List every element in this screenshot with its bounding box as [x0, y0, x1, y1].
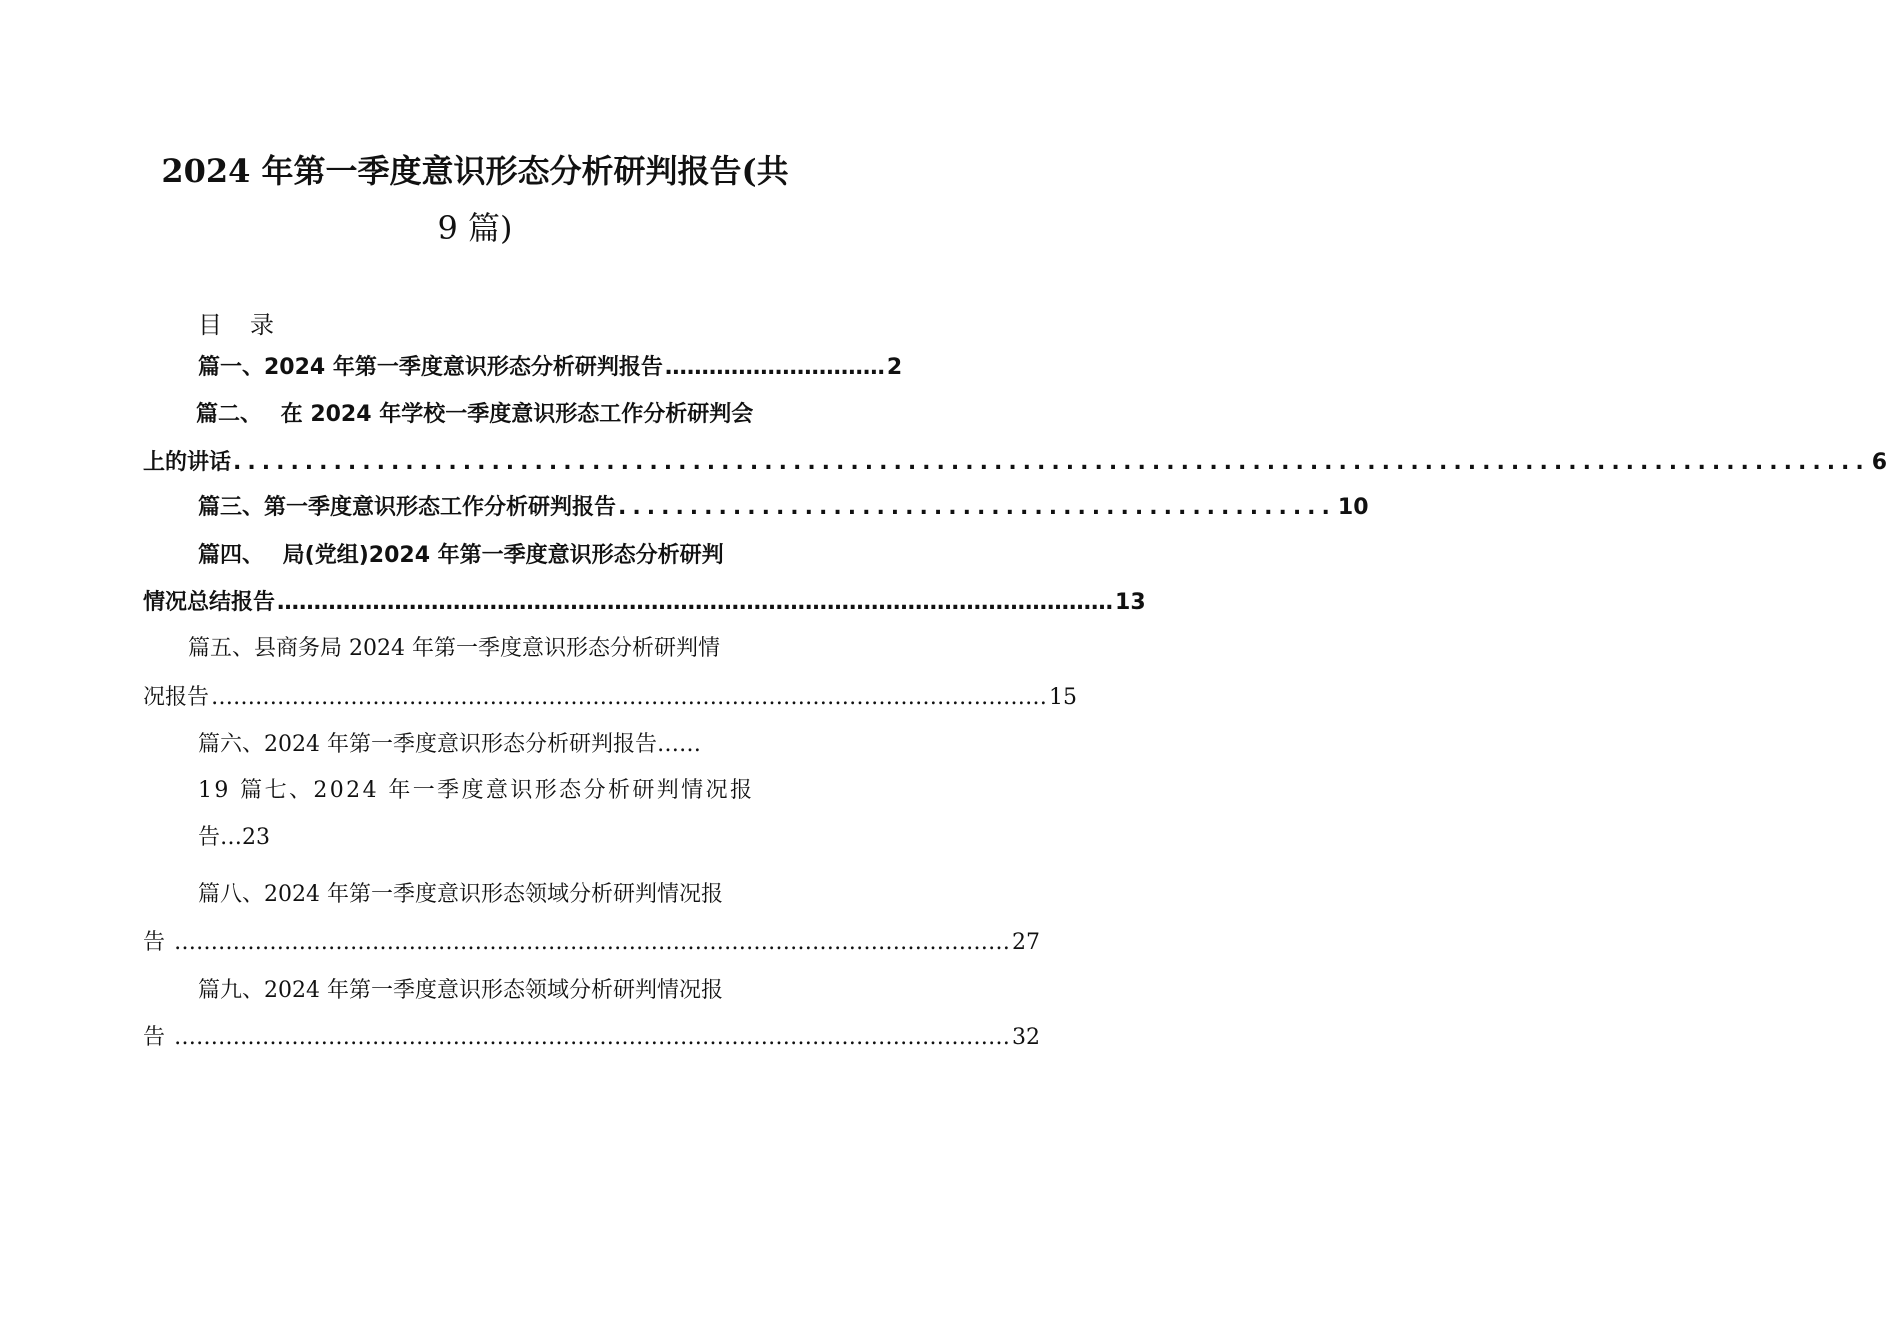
toc-entry-7-line-2[interactable]: 告…23: [198, 825, 270, 850]
toc-entry-9-line-1[interactable]: 篇九、2024 年第一季度意识形态领域分析研判情况报: [198, 978, 723, 1003]
toc-entry-6[interactable]: 篇六、2024 年第一季度意识形态分析研判报告……: [198, 732, 701, 757]
toc-entry-2-title: 上的讲话: [143, 450, 232, 475]
document-title-line-2: 9 篇): [437, 209, 513, 247]
toc-entry-5-line-1[interactable]: 篇五、县商务局 2024 年第一季度意识形态分析研判情: [188, 636, 720, 661]
toc-entry-9-page: 32: [1012, 1025, 1041, 1050]
toc-entry-2-line-1[interactable]: 篇二、 在 2024 年学校一季度意识形态工作分析研判会: [196, 402, 754, 427]
toc-entry-4-page: 13: [1115, 590, 1146, 615]
toc-entry-9[interactable]: [143, 1023, 1041, 1053]
toc-entry-4[interactable]: [143, 588, 1146, 618]
toc-entry-1-page: 2: [886, 355, 903, 380]
toc-entry-2-page: 6: [1871, 450, 1887, 475]
document-title-line-1: 2024 年第一季度意识形态分析研判报告(共: [161, 152, 789, 190]
toc-dot-leader: ……………………………………………………………………………………………………: [277, 590, 1114, 615]
toc-entry-5-page: 15: [1049, 685, 1078, 710]
toc-entry-8-title: 告: [143, 930, 166, 955]
toc-entry-1[interactable]: [198, 353, 903, 383]
toc-dot-leader: ……………………………………………………………………………………………………: [167, 1025, 1011, 1050]
toc-entry-4-title: 情况总结报告: [143, 590, 276, 615]
toc-heading: 目录: [198, 311, 302, 339]
toc-entry-8-line-1[interactable]: 篇八、2024 年第一季度意识形态领域分析研判情况报: [198, 882, 723, 907]
toc-entry-7-line-1[interactable]: 19 篇七、2024 年一季度意识形态分析研判情况报: [198, 778, 755, 803]
toc-dot-leader: ……………………………………………………………………………………………………: [211, 685, 1048, 710]
toc-entry-9-title: 告: [143, 1025, 166, 1050]
toc-entry-8[interactable]: [143, 928, 1041, 958]
toc-entry-1-title: 篇一、2024 年第一季度意识形态分析研判报告: [198, 355, 663, 380]
toc-entry-8-page: 27: [1012, 930, 1041, 955]
toc-dot-leader: …………………………: [664, 355, 885, 380]
toc-entry-3-title: 篇三、第一季度意识形态工作分析研判报告: [198, 495, 617, 520]
toc-entry-2[interactable]: [143, 448, 1887, 478]
toc-dot-leader: ……………………………………………………………………………………………………: [167, 930, 1011, 955]
toc-entry-3-page: 10: [1337, 495, 1369, 520]
toc-entry-3[interactable]: [198, 493, 1369, 523]
toc-entry-5[interactable]: [143, 683, 1078, 713]
toc-entry-4-line-1[interactable]: 篇四、 局(党组)2024 年第一季度意识形态分析研判: [198, 543, 724, 568]
toc-dot-leader: ..................................................................................................................: [233, 450, 1870, 475]
toc-dot-leader: ..................................................: [618, 495, 1336, 520]
toc-entry-5-title: 况报告: [143, 685, 210, 710]
